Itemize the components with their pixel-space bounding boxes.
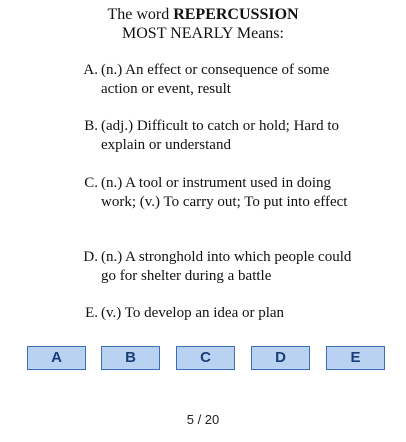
option-letter: B. bbox=[84, 118, 98, 134]
answer-button-d[interactable]: D bbox=[251, 346, 310, 370]
question-line-1 bbox=[0, 5, 406, 24]
option-text: (adj.) Difficult to catch or hold; Hard to explain or understand bbox=[101, 118, 339, 153]
answer-button-row bbox=[27, 346, 387, 370]
answer-button-c[interactable]: C bbox=[176, 346, 235, 370]
vocabulary-word: REPERCUSSION bbox=[173, 6, 299, 23]
question-counter: 5 / 20 bbox=[186, 412, 220, 427]
option-text: (n.) An effect or consequence of some action or event, result bbox=[101, 62, 330, 97]
option-letter: C. bbox=[84, 175, 98, 191]
option-letter: D. bbox=[83, 249, 98, 265]
question-line-2: MOST NEARLY Means: bbox=[122, 25, 284, 42]
option-letter: E. bbox=[85, 305, 98, 321]
option-letter: A. bbox=[83, 62, 98, 78]
option-text: (n.) A stronghold into which people could go for shelter during a battle bbox=[101, 249, 352, 284]
answer-button-e[interactable]: E bbox=[326, 346, 385, 370]
option-text: (n.) A tool or instrument used in doing work; (v.) To carry out; To put into effect bbox=[101, 175, 348, 210]
question-prefix: The word bbox=[107, 6, 170, 23]
question-prompt bbox=[0, 5, 406, 43]
answer-button-a[interactable]: A bbox=[27, 346, 86, 370]
option-text: (v.) To develop an idea or plan bbox=[101, 305, 285, 321]
answer-button-b[interactable]: B bbox=[101, 346, 160, 370]
